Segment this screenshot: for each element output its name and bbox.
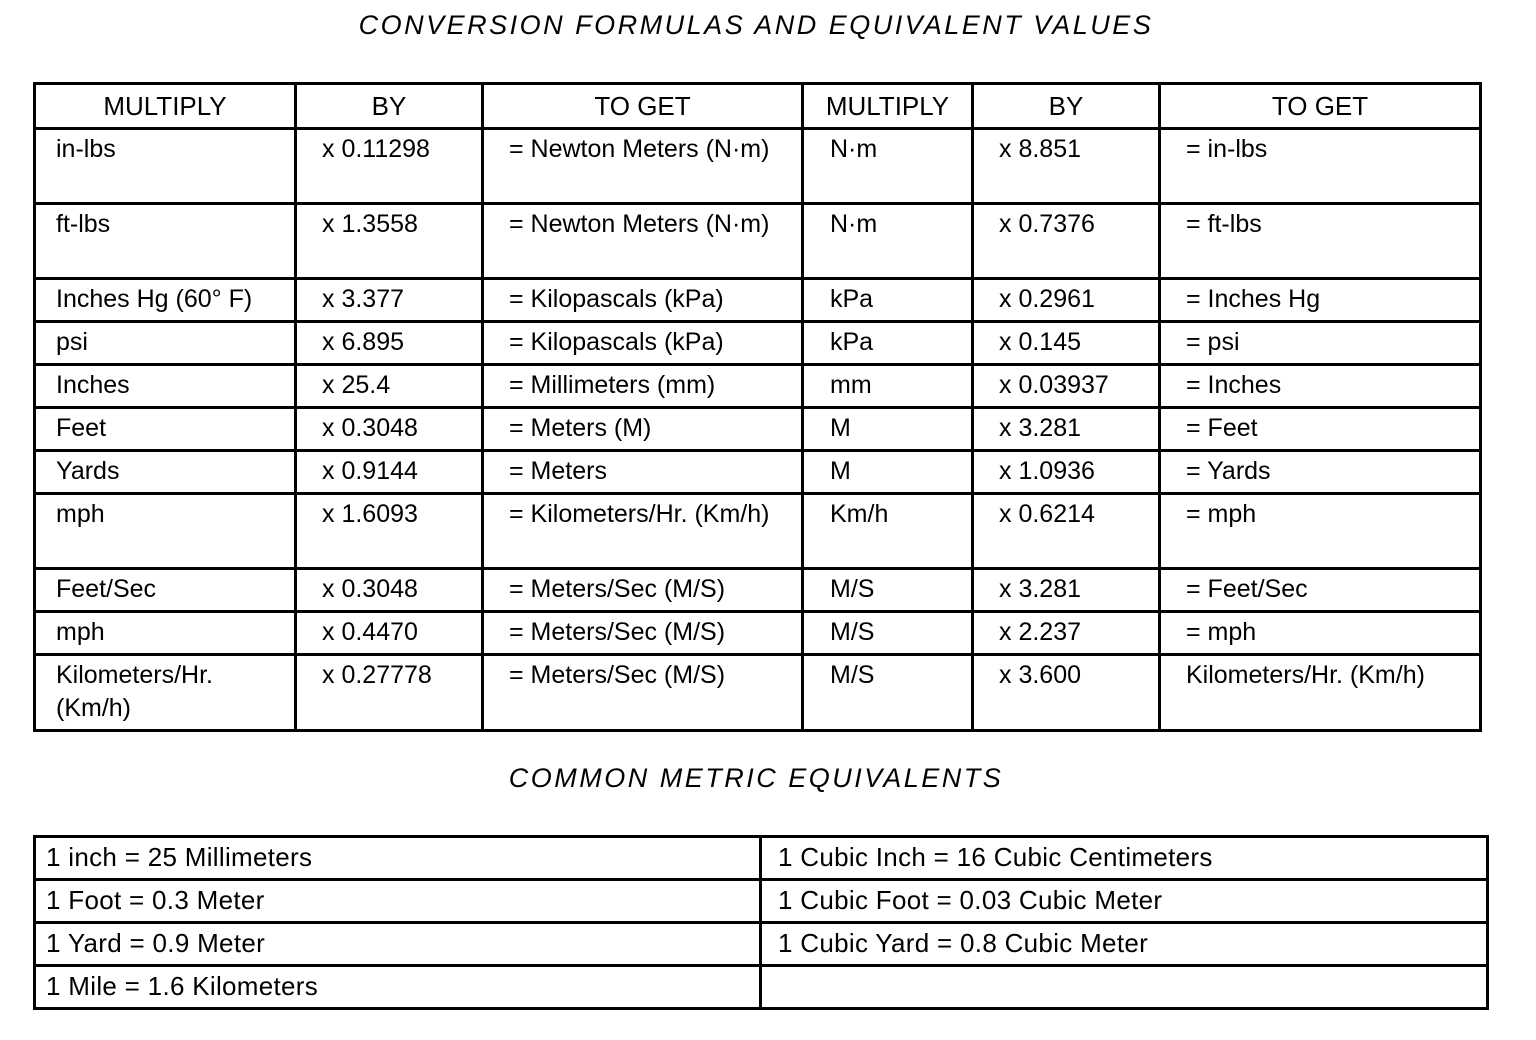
table-row — [35, 494, 1481, 569]
table-row — [35, 451, 1481, 494]
metric-section-title: COMMON METRIC EQUIVALENTS — [508, 763, 1004, 793]
table-row — [35, 322, 1481, 365]
cell-to-get-reverse: Kilometers/Hr. (Km/h) — [1160, 655, 1481, 731]
cell-by: x 0.3048 — [296, 408, 483, 451]
cell-multiply: Yards — [35, 451, 296, 494]
cell-by-reverse: x 3.281 — [973, 569, 1160, 612]
table-row — [35, 129, 1481, 204]
table-row — [35, 655, 1481, 731]
metric-equivalent-left: 1 Mile = 1.6 Kilometers — [35, 966, 761, 1009]
page-title: CONVERSION FORMULAS AND EQUIVALENT VALUES — [358, 10, 1154, 40]
cell-by-reverse: x 1.0936 — [973, 451, 1160, 494]
cell-multiply: ft-lbs — [35, 204, 296, 279]
table-row — [35, 569, 1481, 612]
metric-equivalent-left: 1 Foot = 0.3 Meter — [35, 880, 761, 923]
cell-to-get: = Meters (M) — [483, 408, 803, 451]
cell-multiply-reverse: kPa — [803, 322, 973, 365]
cell-multiply: Feet/Sec — [35, 569, 296, 612]
cell-to-get-reverse: = psi — [1160, 322, 1481, 365]
cell-to-get: = Meters/Sec (M/S) — [483, 655, 803, 731]
cell-by-reverse: x 2.237 — [973, 612, 1160, 655]
cell-multiply-reverse: N·m — [803, 129, 973, 204]
cell-multiply: Inches — [35, 365, 296, 408]
cell-multiply: psi — [35, 322, 296, 365]
metric-row — [35, 837, 1488, 880]
cell-by: x 1.6093 — [296, 494, 483, 569]
metric-equivalent-left: 1 Yard = 0.9 Meter — [35, 923, 761, 966]
cell-multiply-reverse: N·m — [803, 204, 973, 279]
cell-by-reverse: x 0.145 — [973, 322, 1160, 365]
header-to-get: TO GET — [483, 84, 803, 129]
table-row — [35, 408, 1481, 451]
cell-multiply-reverse: kPa — [803, 279, 973, 322]
cell-multiply: Kilometers/Hr. (Km/h) — [35, 655, 296, 731]
header-multiply: MULTIPLY — [35, 84, 296, 129]
cell-to-get: = Meters/Sec (M/S) — [483, 569, 803, 612]
cell-to-get-reverse: = Yards — [1160, 451, 1481, 494]
conversion-header-row — [35, 84, 1481, 129]
metric-equivalent-right: 1 Cubic Inch = 16 Cubic Centimeters — [761, 837, 1488, 880]
cell-by-reverse: x 0.2961 — [973, 279, 1160, 322]
cell-to-get-reverse: = ft-lbs — [1160, 204, 1481, 279]
cell-by: x 0.27778 — [296, 655, 483, 731]
table-row — [35, 365, 1481, 408]
cell-multiply: in-lbs — [35, 129, 296, 204]
cell-multiply-reverse: Km/h — [803, 494, 973, 569]
cell-by-reverse: x 0.6214 — [973, 494, 1160, 569]
cell-by: x 25.4 — [296, 365, 483, 408]
cell-multiply: mph — [35, 612, 296, 655]
header-multiply-reverse: MULTIPLY — [803, 84, 973, 129]
header-by: BY — [296, 84, 483, 129]
cell-by-reverse: x 0.03937 — [973, 365, 1160, 408]
metric-row — [35, 966, 1488, 1009]
conversion-table-body — [35, 129, 1481, 731]
cell-multiply-reverse: M/S — [803, 655, 973, 731]
cell-to-get-reverse: = mph — [1160, 494, 1481, 569]
cell-multiply: mph — [35, 494, 296, 569]
cell-multiply: Feet — [35, 408, 296, 451]
cell-multiply-reverse: M/S — [803, 569, 973, 612]
cell-to-get-reverse: = Feet/Sec — [1160, 569, 1481, 612]
conversion-table — [33, 82, 1482, 732]
cell-to-get-reverse: = Inches — [1160, 365, 1481, 408]
metric-equivalent-left: 1 inch = 25 Millimeters — [35, 837, 761, 880]
header-to-get-reverse: TO GET — [1160, 84, 1481, 129]
cell-by-reverse: x 3.600 — [973, 655, 1160, 731]
metric-equivalent-right: 1 Cubic Yard = 0.8 Cubic Meter — [761, 923, 1488, 966]
cell-to-get: = Kilopascals (kPa) — [483, 322, 803, 365]
cell-multiply-reverse: mm — [803, 365, 973, 408]
cell-multiply-reverse: M/S — [803, 612, 973, 655]
cell-multiply: Inches Hg (60° F) — [35, 279, 296, 322]
metric-equivalent-right: 1 Cubic Foot = 0.03 Cubic Meter — [761, 880, 1488, 923]
cell-by: x 1.3558 — [296, 204, 483, 279]
cell-by-reverse: x 0.7376 — [973, 204, 1160, 279]
cell-by: x 0.11298 — [296, 129, 483, 204]
cell-to-get: = Kilometers/Hr. (Km/h) — [483, 494, 803, 569]
cell-to-get-reverse: = in-lbs — [1160, 129, 1481, 204]
metric-row — [35, 880, 1488, 923]
cell-to-get: = Meters/Sec (M/S) — [483, 612, 803, 655]
cell-to-get: = Newton Meters (N·m) — [483, 204, 803, 279]
cell-by: x 3.377 — [296, 279, 483, 322]
cell-by-reverse: x 8.851 — [973, 129, 1160, 204]
table-row — [35, 279, 1481, 322]
cell-multiply-reverse: M — [803, 408, 973, 451]
cell-to-get-reverse: = mph — [1160, 612, 1481, 655]
metric-equivalents-table — [33, 835, 1489, 1010]
cell-to-get: = Meters — [483, 451, 803, 494]
cell-by: x 0.4470 — [296, 612, 483, 655]
cell-by: x 6.895 — [296, 322, 483, 365]
cell-to-get: = Newton Meters (N·m) — [483, 129, 803, 204]
cell-to-get-reverse: = Inches Hg — [1160, 279, 1481, 322]
cell-multiply-reverse: M — [803, 451, 973, 494]
metric-table-body — [35, 837, 1488, 1009]
cell-by-reverse: x 3.281 — [973, 408, 1160, 451]
table-row — [35, 204, 1481, 279]
cell-by: x 0.3048 — [296, 569, 483, 612]
metric-row — [35, 923, 1488, 966]
cell-to-get: = Kilopascals (kPa) — [483, 279, 803, 322]
cell-by: x 0.9144 — [296, 451, 483, 494]
metric-equivalent-right — [761, 966, 1488, 1009]
cell-to-get: = Millimeters (mm) — [483, 365, 803, 408]
header-by-reverse: BY — [973, 84, 1160, 129]
table-row — [35, 612, 1481, 655]
cell-to-get-reverse: = Feet — [1160, 408, 1481, 451]
